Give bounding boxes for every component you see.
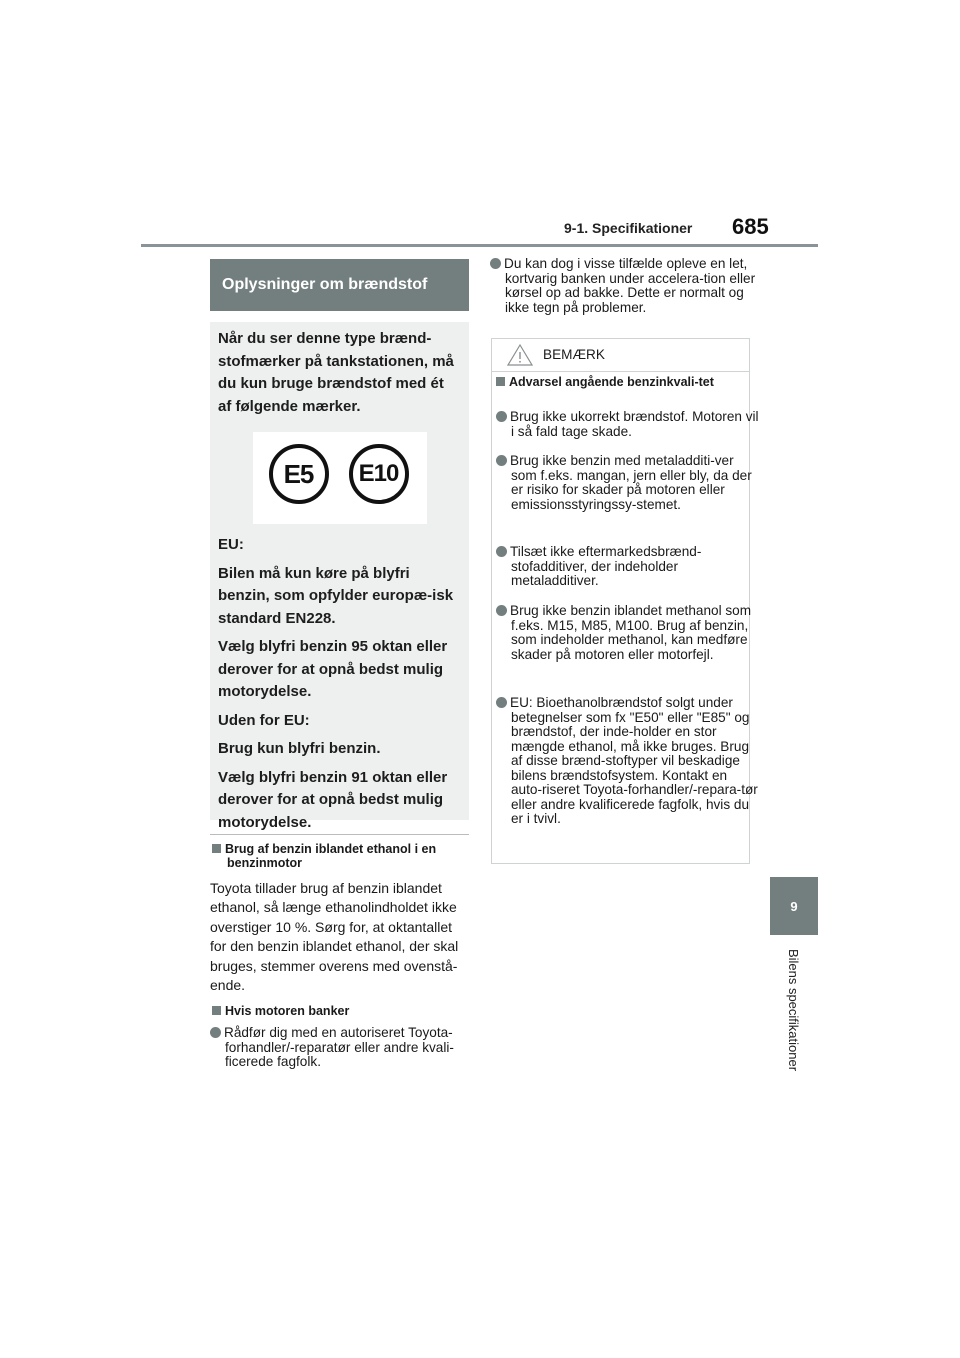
square-bullet-icon xyxy=(212,844,221,853)
info-paragraph: Vælg blyfri benzin 95 oktan eller derover for at opnå bedst mulig motorydelse. xyxy=(218,638,448,700)
knock-note-bullet xyxy=(490,257,767,315)
notice-label: BEMÆRK xyxy=(543,347,605,362)
notice-bullet xyxy=(496,454,761,512)
section-heading xyxy=(210,259,469,311)
ethanol-subheading xyxy=(212,842,485,870)
notice-bullet-text: Brug ikke benzin iblandet methanol som f.eks. M15, M85, M100. Brug af benzin, som indeholder methanol, kan medføre skader på motoren eller motorfejl. xyxy=(510,603,752,662)
warning-triangle-icon xyxy=(507,343,533,367)
section-heading-text: Oplysninger om brændstof xyxy=(222,276,428,293)
ethanol-paragraph: Toyota tillader brug af benzin iblandet ethanol, så længe ethanolindholdet ikke overstiger 10 %. Sørg for, at oktantallet for den benzin iblandet ethanol, der skal bruges, stemmer overens med ovenstå-ende. xyxy=(210,880,459,994)
notice-heading-text: Advarsel angående benzinkvali-tet xyxy=(509,375,714,389)
knock-note-text: Du kan dog i visse tilfælde opleve en let, kortvarig banken under accelera-tion eller kørsel op ad bakke. Dette er normalt og ikke tegn på problemer. xyxy=(504,256,756,315)
knock-bullet-text: Rådfør dig med en autoriseret Toyota-forhandler/-reparatør eller andre kvali-ficerede fagfolk. xyxy=(224,1025,454,1069)
chapter-tab[interactable]: 9 xyxy=(770,877,818,935)
fuel-label-logos xyxy=(253,432,427,524)
info-paragraph: Vælg blyfri benzin 91 oktan eller derover for at opnå bedst mulig motorydelse. xyxy=(218,768,448,831)
fuel-info-box xyxy=(210,322,469,831)
info-paragraph: EU: xyxy=(218,536,244,553)
round-bullet-icon xyxy=(490,258,501,269)
info-paragraph: Brug kun blyfri benzin. xyxy=(218,740,381,757)
info-intro: Når du ser denne type brænd-stofmærker på tankstationen, må du kun bruge brændstof med ét af følgende mærker. xyxy=(218,330,454,415)
knock-bullet xyxy=(210,1026,487,1070)
notice-header xyxy=(492,339,749,372)
notice-bullet xyxy=(496,545,761,589)
round-bullet-icon xyxy=(496,455,507,466)
notice-bullet-text: Brug ikke ukorrekt brændstof. Motoren vil i så fald tage skade. xyxy=(510,409,759,439)
ethanol-subheading-text: Brug af benzin iblandet ethanol i en benzinmotor xyxy=(225,842,437,870)
header-divider xyxy=(141,244,818,247)
chapter-tab-label: Bilens specifikationer xyxy=(786,948,802,1072)
e5-fuel-label: E5 xyxy=(269,444,329,504)
round-bullet-icon xyxy=(496,697,507,708)
round-bullet-icon xyxy=(496,411,507,422)
section-title: 9-1. Specifikationer xyxy=(564,220,693,236)
round-bullet-icon xyxy=(496,546,507,557)
notice-bullet-text: EU: Bioethanolbrændstof solgt under betegnelser som fx "E50" eller "E85" og brændstof, der inde-holder en stor mængde ethanol, må ikke bruges. Brug af disse brænd-stoftyper vil beskadige bilens brændstofsystem. Kontakt en auto-riseret Toyota-forhandler/-repara-tør eller andre kvalificerede fagfolk, hvis du er i tvivl. xyxy=(510,695,758,826)
notice-bullet xyxy=(496,696,761,827)
notice-bullet-text: Tilsæt ikke eftermarkedsbrænd-stofadditiver, der indeholder metaladditiver. xyxy=(510,544,702,588)
e10-fuel-label: E10 xyxy=(349,444,409,504)
page-number: 685 xyxy=(732,214,769,239)
round-bullet-icon xyxy=(210,1027,221,1038)
knock-subheading xyxy=(212,1004,470,1018)
info-paragraph: Uden for EU: xyxy=(218,711,310,729)
round-bullet-icon xyxy=(496,605,507,616)
knock-subheading-text: Hvis motoren banker xyxy=(225,1004,350,1018)
notice-bullet xyxy=(496,604,761,662)
notice-bullet-text: Brug ikke benzin med metaladditi-ver som f.eks. mangan, jern eller bly, da der er risiko for skader på motoren eller emissionsstyringssy-stemet. xyxy=(510,453,752,512)
info-paragraph: Bilen må kun køre på blyfri benzin, som opfylder europæ-isk standard EN228. xyxy=(218,564,454,627)
square-bullet-icon xyxy=(212,1006,221,1015)
column-divider xyxy=(210,834,469,835)
notice-bullet xyxy=(496,410,761,439)
notice-box xyxy=(491,338,759,864)
notice-heading xyxy=(496,375,761,389)
square-bullet-icon xyxy=(496,377,505,386)
